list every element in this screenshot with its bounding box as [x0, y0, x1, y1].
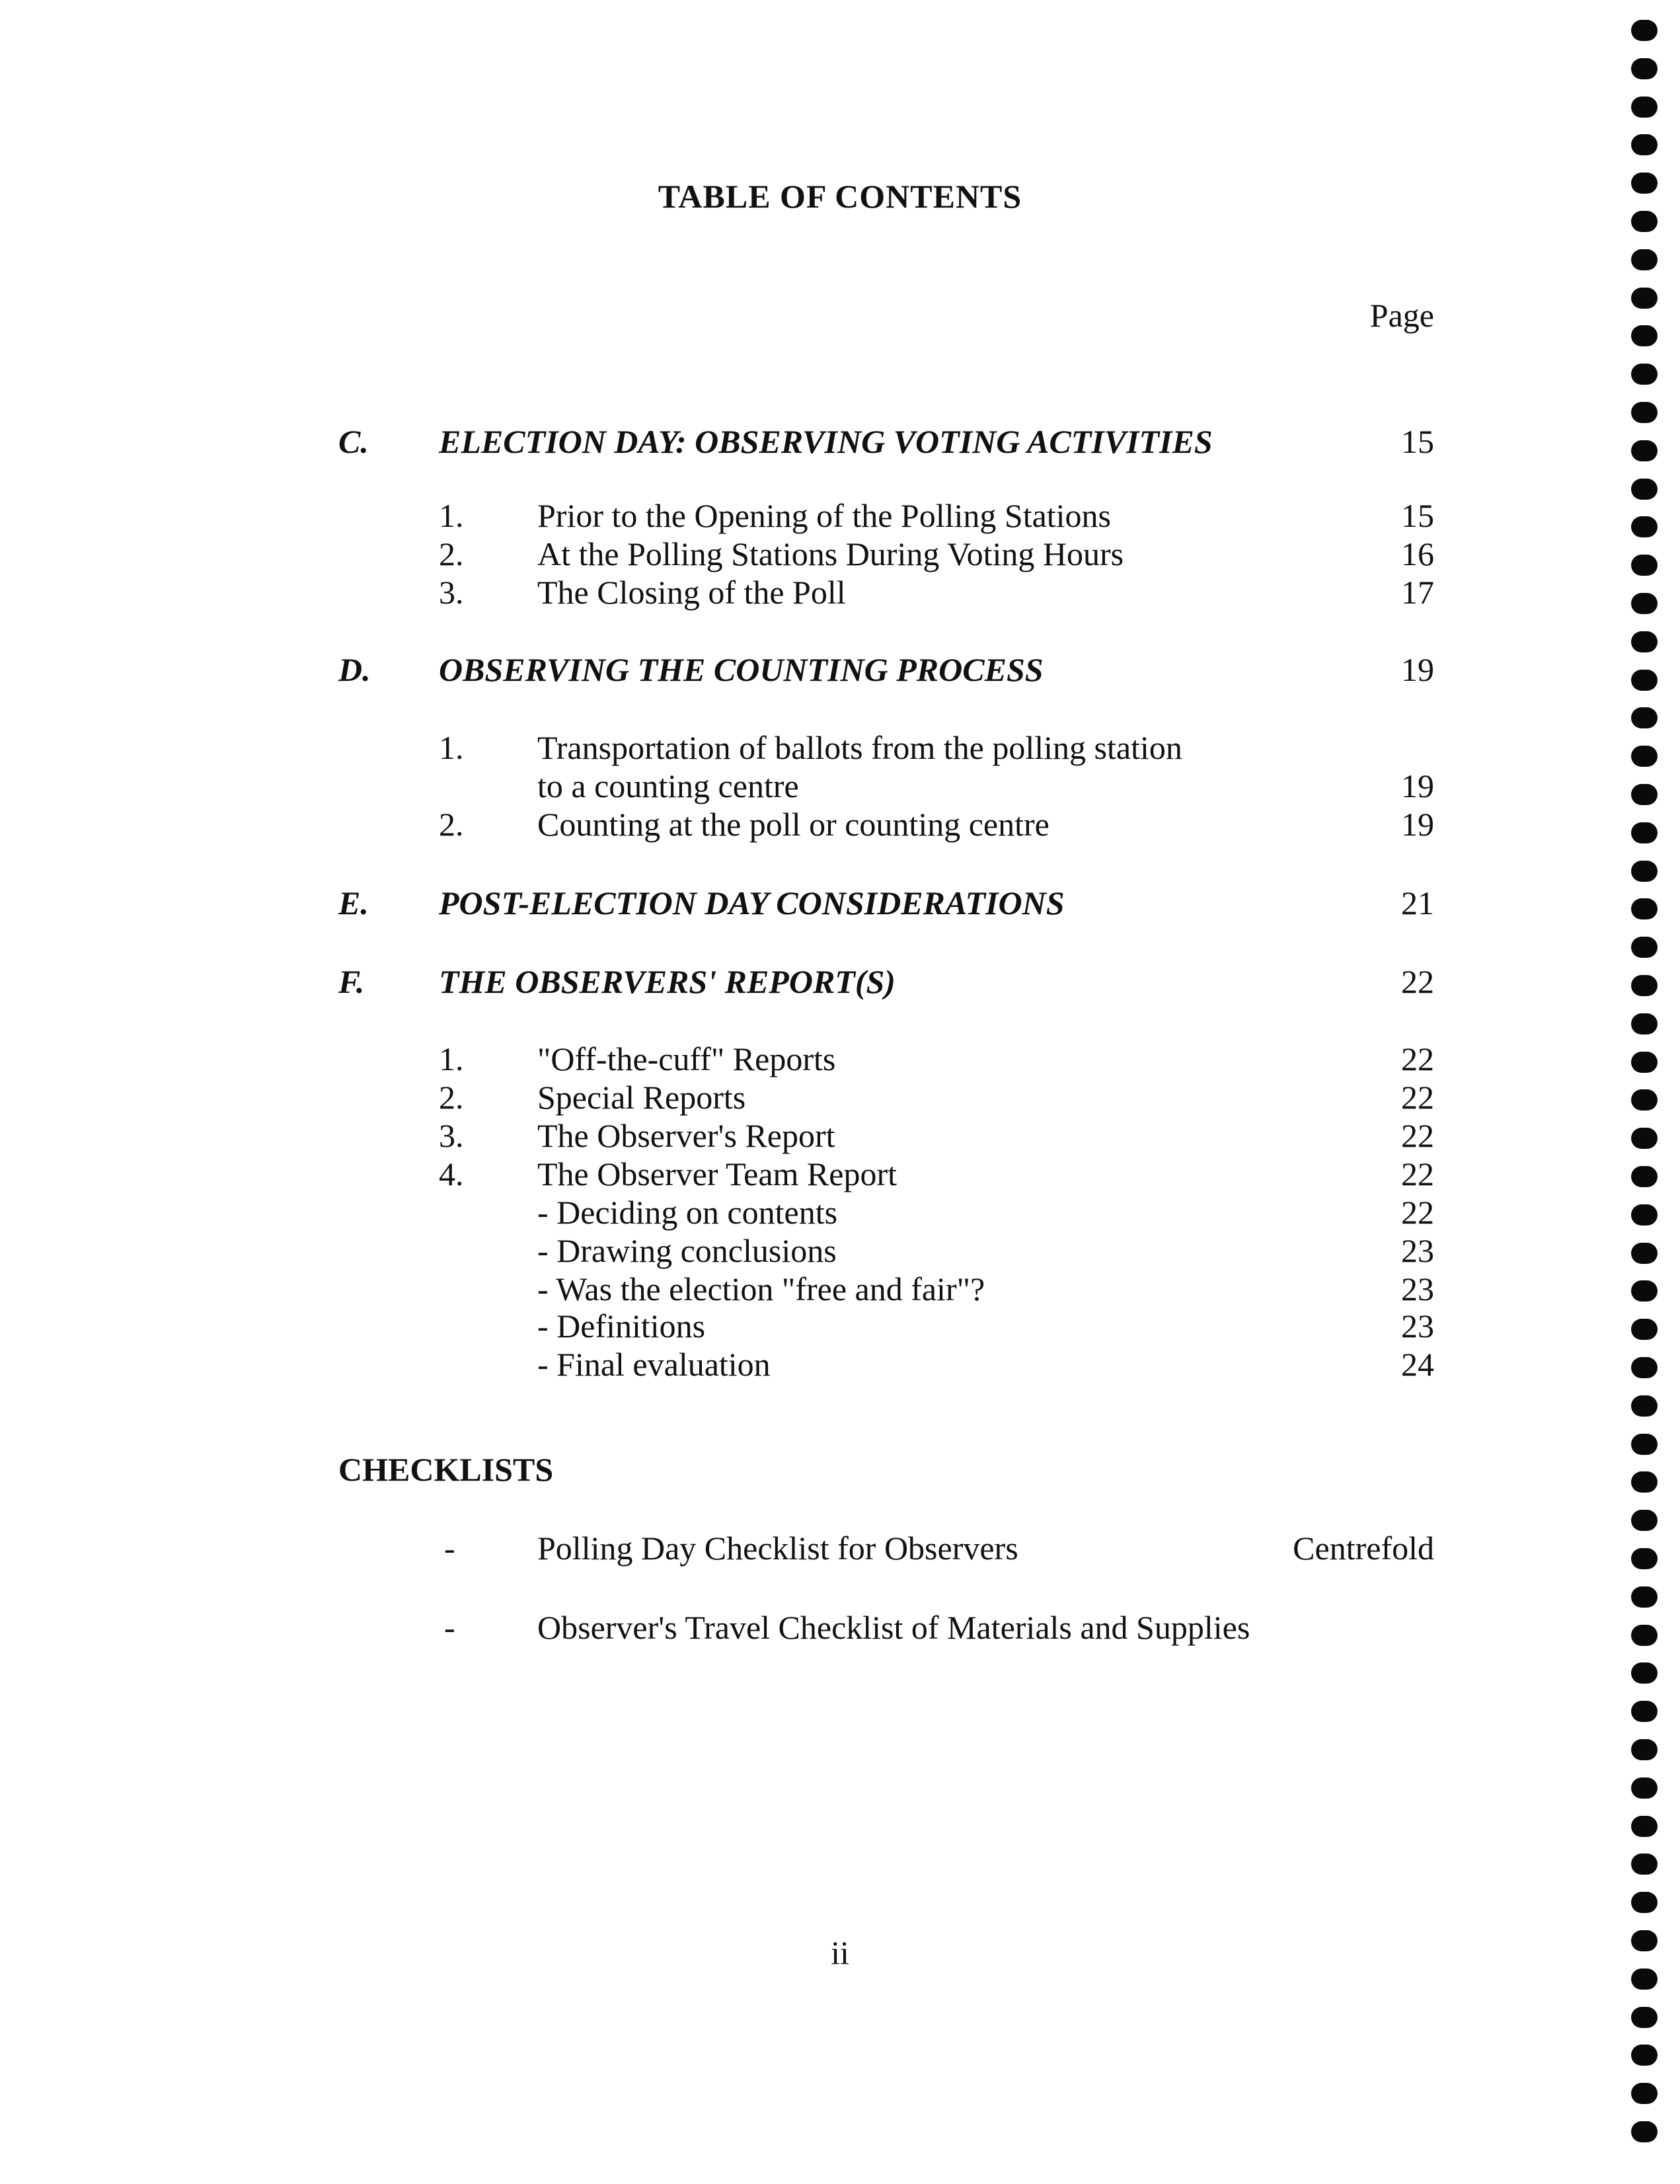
- section-letter: F.: [338, 963, 365, 1000]
- binding-hole: [1631, 746, 1658, 767]
- checklists-heading: CHECKLISTS: [338, 1451, 554, 1488]
- subitem-text: - Drawing conclusions: [537, 1232, 837, 1269]
- section-page: 19: [1401, 651, 1434, 688]
- item-text: Special Reports: [537, 1079, 746, 1116]
- binding-hole: [1631, 1128, 1658, 1149]
- binding-hole: [1631, 555, 1658, 576]
- binding-hole: [1631, 2121, 1658, 2142]
- item-number: 2.: [439, 535, 464, 572]
- binding-hole: [1631, 97, 1658, 118]
- section-letter: D.: [338, 651, 371, 688]
- checklist-bullet: -: [444, 1530, 455, 1567]
- checklist-page: Centrefold: [1293, 1530, 1434, 1567]
- item-number: 1.: [439, 497, 464, 534]
- binding-hole: [1631, 898, 1658, 919]
- checklist-bullet: -: [444, 1609, 455, 1646]
- binding-hole: [1631, 1280, 1658, 1302]
- binding-hole: [1631, 440, 1658, 461]
- binding-hole: [1631, 1471, 1658, 1493]
- subitem-page: 24: [1401, 1346, 1434, 1383]
- item-number: 2.: [439, 806, 464, 843]
- binding-hole: [1631, 1089, 1658, 1111]
- binding-hole: [1631, 249, 1658, 270]
- binding-hole: [1631, 861, 1658, 882]
- item-text: The Observer's Report: [537, 1117, 835, 1154]
- binding-hole: [1631, 937, 1658, 958]
- item-number: 1.: [439, 1040, 464, 1077]
- binding-hole: [1631, 325, 1658, 346]
- subitem-text: - Final evaluation: [537, 1346, 771, 1383]
- binding-hole: [1631, 1243, 1658, 1264]
- binding-hole: [1631, 1052, 1658, 1073]
- binding-hole: [1631, 1319, 1658, 1340]
- subitem-page: 23: [1401, 1232, 1434, 1269]
- item-page: 15: [1401, 497, 1434, 534]
- binding-hole: [1631, 1777, 1658, 1799]
- binding-hole: [1631, 20, 1658, 41]
- item-page: 22: [1401, 1155, 1434, 1192]
- checklist-text: Observer's Travel Checklist of Materials and Supplies: [537, 1609, 1250, 1646]
- binding-hole: [1631, 631, 1658, 652]
- subitem-page: 23: [1401, 1270, 1434, 1307]
- binding-hole: [1631, 1969, 1658, 1990]
- item-number: 3.: [439, 574, 464, 611]
- binding-hole: [1631, 2083, 1658, 2104]
- page-title: TABLE OF CONTENTS: [658, 178, 1022, 215]
- section-title: POST-ELECTION DAY CONSIDERATIONS: [439, 884, 1065, 921]
- spiral-binding: [1631, 20, 1660, 2181]
- section-page: 15: [1401, 423, 1434, 460]
- item-page: 16: [1401, 535, 1434, 572]
- binding-hole: [1631, 707, 1658, 728]
- binding-hole: [1631, 1816, 1658, 1837]
- binding-hole: [1631, 516, 1658, 537]
- item-number: 4.: [439, 1155, 464, 1192]
- binding-hole: [1631, 1739, 1658, 1760]
- item-page: 17: [1401, 574, 1434, 611]
- item-text-continued: to a counting centre: [537, 767, 799, 804]
- binding-hole: [1631, 2007, 1658, 2028]
- subitem-page: 23: [1401, 1307, 1434, 1345]
- binding-hole: [1631, 1701, 1658, 1722]
- item-page: 22: [1401, 1040, 1434, 1077]
- section-page: 21: [1401, 884, 1434, 921]
- item-page: 19: [1401, 806, 1434, 843]
- subitem-text: - Was the election "free and fair"?: [537, 1270, 985, 1307]
- binding-hole: [1631, 364, 1658, 385]
- item-page: 22: [1401, 1117, 1434, 1154]
- item-number: 1.: [439, 729, 464, 766]
- binding-hole: [1631, 784, 1658, 805]
- binding-hole: [1631, 58, 1658, 79]
- item-page: 22: [1401, 1079, 1434, 1116]
- item-text: Prior to the Opening of the Polling Stations: [537, 497, 1112, 534]
- section-letter: E.: [338, 884, 369, 921]
- binding-hole: [1631, 402, 1658, 423]
- binding-hole: [1631, 975, 1658, 996]
- binding-hole: [1631, 134, 1658, 155]
- section-title: THE OBSERVERS' REPORT(S): [439, 963, 896, 1000]
- subitem-text: - Definitions: [537, 1307, 706, 1345]
- subitem-page: 22: [1401, 1194, 1434, 1231]
- section-letter: C.: [338, 423, 369, 460]
- binding-hole: [1631, 1548, 1658, 1569]
- item-text: The Closing of the Poll: [537, 574, 846, 611]
- page-column-header: Page: [1369, 297, 1434, 334]
- binding-hole: [1631, 1625, 1658, 1646]
- checklist-text: Polling Day Checklist for Observers: [537, 1530, 1018, 1567]
- item-number: 3.: [439, 1117, 464, 1154]
- item-text: The Observer Team Report: [537, 1155, 897, 1192]
- section-title: ELECTION DAY: OBSERVING VOTING ACTIVITIES: [439, 423, 1213, 460]
- binding-hole: [1631, 593, 1658, 614]
- item-number: 2.: [439, 1079, 464, 1116]
- binding-hole: [1631, 822, 1658, 843]
- item-text: "Off-the-cuff" Reports: [537, 1040, 836, 1077]
- item-text: At the Polling Stations During Voting Hours: [537, 535, 1124, 572]
- binding-hole: [1631, 670, 1658, 691]
- binding-hole: [1631, 479, 1658, 500]
- binding-hole: [1631, 288, 1658, 309]
- binding-hole: [1631, 1204, 1658, 1226]
- binding-hole: [1631, 211, 1658, 232]
- binding-hole: [1631, 1013, 1658, 1034]
- page-number: ii: [831, 1934, 849, 1971]
- binding-hole: [1631, 2045, 1658, 2066]
- binding-hole: [1631, 173, 1658, 194]
- binding-hole: [1631, 1930, 1658, 1951]
- subitem-text: - Deciding on contents: [537, 1194, 838, 1231]
- section-page: 22: [1401, 963, 1434, 1000]
- item-text: Transportation of ballots from the polling station: [537, 729, 1182, 766]
- item-text: Counting at the poll or counting centre: [537, 806, 1050, 843]
- binding-hole: [1631, 1586, 1658, 1608]
- binding-hole: [1631, 1853, 1658, 1875]
- item-page: 19: [1401, 767, 1434, 804]
- binding-hole: [1631, 1434, 1658, 1455]
- binding-hole: [1631, 1395, 1658, 1417]
- binding-hole: [1631, 1662, 1658, 1684]
- binding-hole: [1631, 1892, 1658, 1913]
- binding-hole: [1631, 1357, 1658, 1378]
- binding-hole: [1631, 1510, 1658, 1531]
- section-title: OBSERVING THE COUNTING PROCESS: [439, 651, 1044, 688]
- binding-hole: [1631, 1166, 1658, 1187]
